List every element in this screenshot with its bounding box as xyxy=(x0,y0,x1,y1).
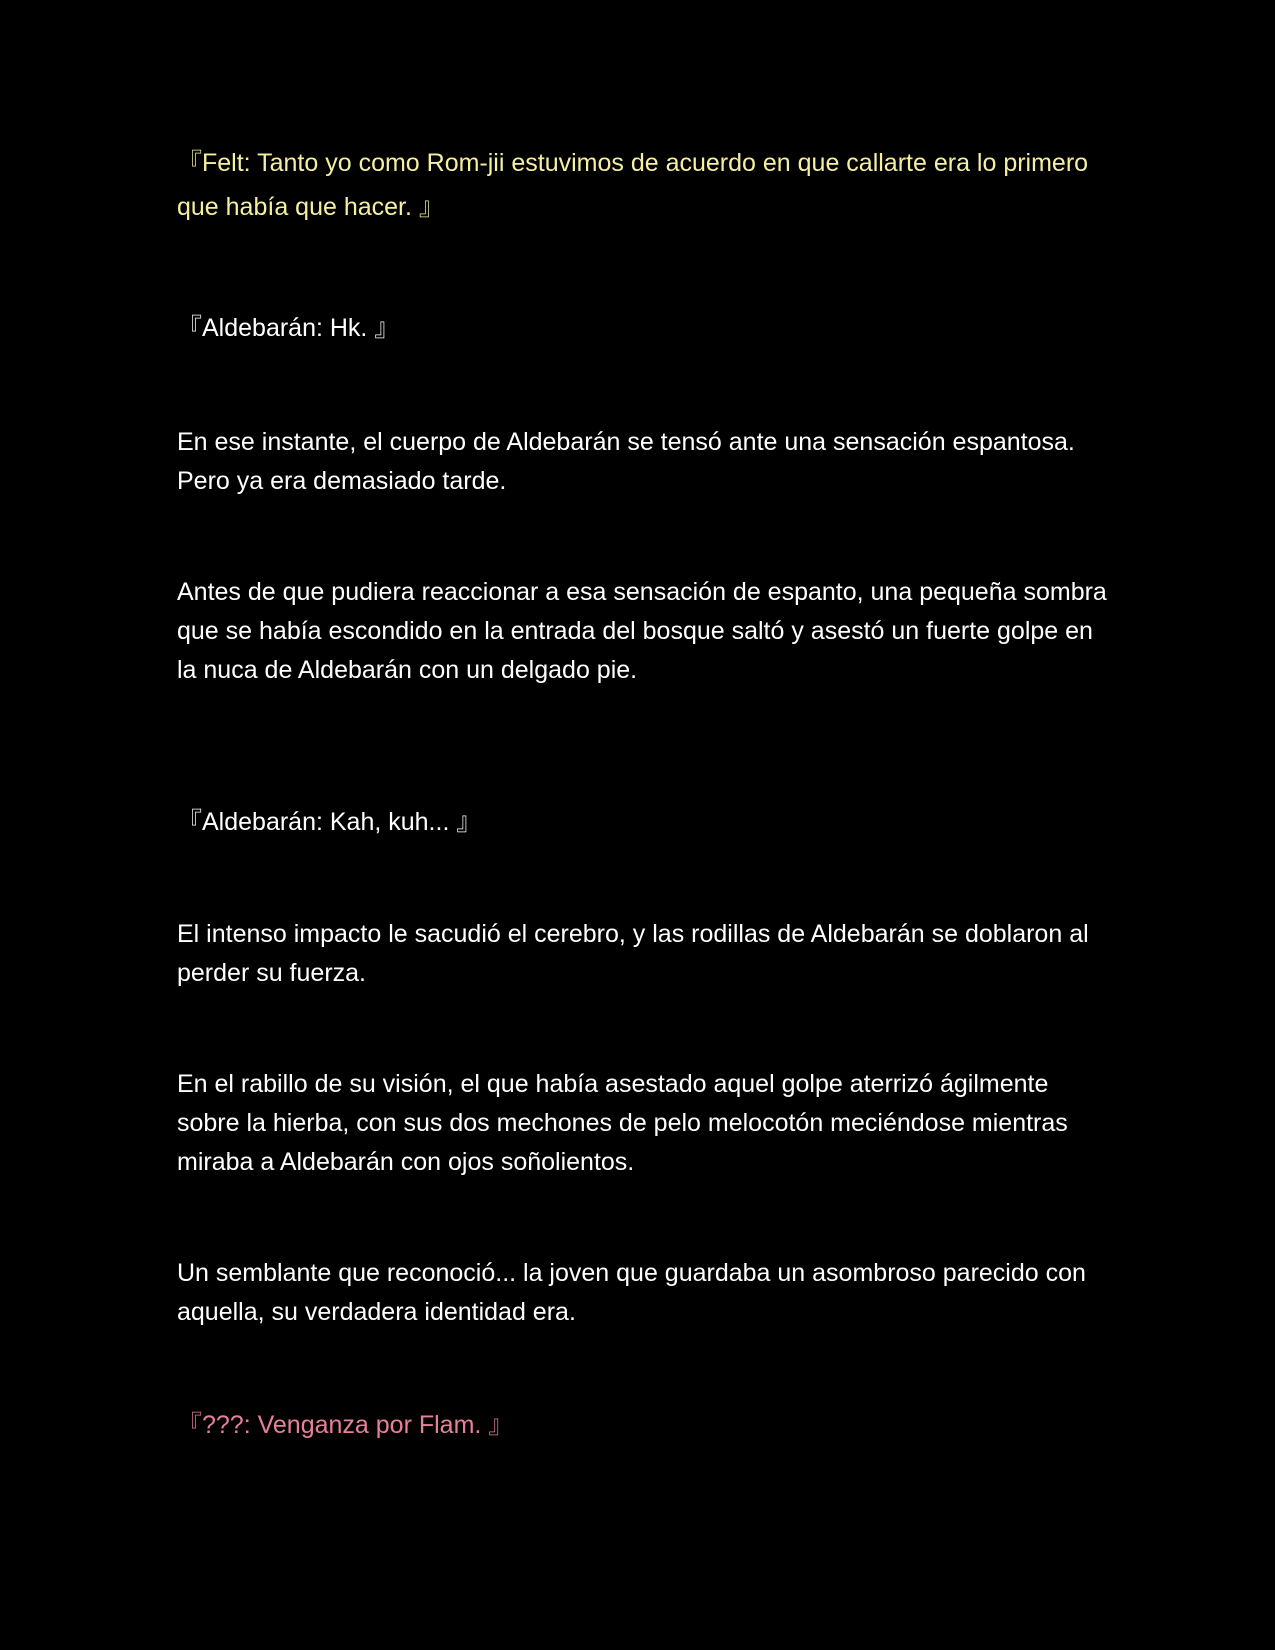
narration-paragraph-5: Un semblante que reconoció... la joven que guardaba un asombroso parecido con aquella, su verdadera identidad era. xyxy=(177,1259,1086,1326)
dialogue-aldebaran-kah: 『Aldebarán: Kah, kuh... 』 xyxy=(177,808,482,836)
dialogue-felt: 『Felt: Tanto yo como Rom-jii estuvimos de acuerdo en que callarte era lo primero que había que hacer. 』 xyxy=(177,149,1089,221)
dialogue-unknown: 『???: Venganza por Flam. 』 xyxy=(177,1411,514,1439)
narration-paragraph-1: En ese instante, el cuerpo de Aldebarán se tensó ante una sensación espantosa. Pero ya era demasiado tarde. xyxy=(177,428,1075,495)
narration-paragraph-4: En el rabillo de su visión, el que había asestado aquel golpe aterrizó ágilmente sobre la hierba, con sus dos mechones de pelo melocotón meciéndose mientras miraba a Aldebarán con ojos soñolientos. xyxy=(177,1070,1068,1176)
narration-paragraph-2: Antes de que pudiera reaccionar a esa sensación de espanto, una pequeña sombra que se había escondido en la entrada del bosque saltó y asestó un fuerte golpe en la nuca de Aldebarán con un delgado pie. xyxy=(177,578,1107,684)
narration-paragraph-3: El intenso impacto le sacudió el cerebro, y las rodillas de Aldebarán se doblaron al perder su fuerza. xyxy=(177,920,1089,987)
dialogue-aldebaran-hk: 『Aldebarán: Hk. 』 xyxy=(177,314,400,342)
